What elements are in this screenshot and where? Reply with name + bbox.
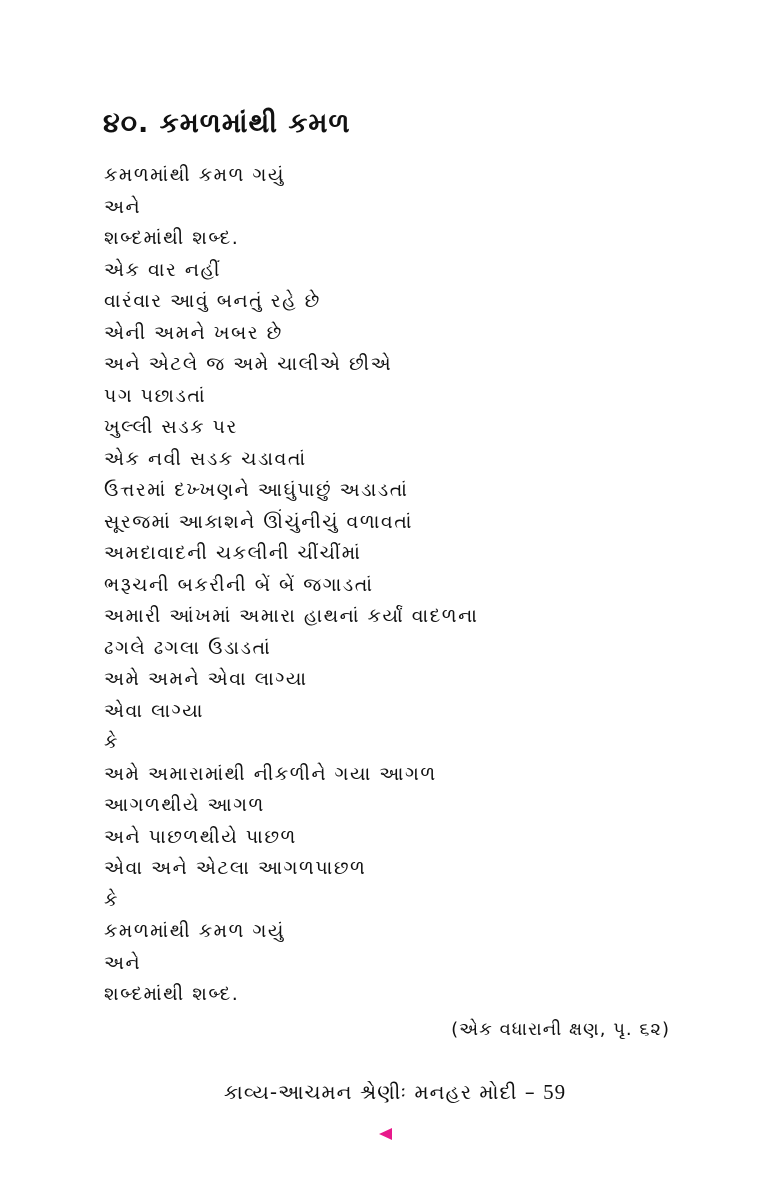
page-footer	[0, 1080, 776, 1105]
poem-line: એવા અને એટલા આગળપાછળ	[104, 857, 367, 879]
poem-line: અમે અમને એવા લાગ્યા	[104, 668, 308, 690]
poem-line: અમારી આંખમાં અમારા હાથનાં કર્યાં વાદળના	[104, 605, 479, 627]
poem-line: એક વાર નહીં	[104, 258, 221, 281]
poem-line: કમળમાંથી કમળ ગયું	[104, 164, 285, 186]
poem-body	[104, 160, 724, 1011]
poem-line: કે	[104, 731, 119, 753]
poem-line: એક નવી સડક ચડાવતાં	[104, 447, 307, 470]
poem-line: એવા લાગ્યા	[104, 699, 204, 722]
poem-line: અમે અમારામાંથી નીકળીને ગયા આગળ	[104, 762, 437, 785]
poem-line: અમદાવાદની ચકલીની ચીંચીંમાં	[104, 542, 362, 564]
poem-line: શબ્દમાંથી શબ્દ.	[104, 983, 240, 1005]
poem-line: અને	[104, 951, 142, 974]
poem-line: અને એટલે જ અમે ચાલીએ છીએ	[104, 353, 393, 375]
poem-title: ૪૦. કમળમાંથી કમળ	[103, 108, 351, 139]
page-number: 59	[543, 1080, 567, 1104]
poem-line: અને	[104, 195, 142, 218]
poem-line: ઉત્તરમાં દખ્ખણને આઘુંપાછું અડાડતાં	[104, 479, 409, 501]
poem-line: ભરૂચની બકરીની બેં બેં જગાડતાં	[104, 573, 374, 596]
series-title: કાવ્ય-આચમન શ્રેણીઃ મનહર મોદી –	[223, 1080, 536, 1104]
poem-line: પગ પછાડતાં	[104, 384, 207, 407]
previous-page-arrow-icon[interactable]	[379, 1128, 392, 1140]
poem-line: આગળથીયે આગળ	[104, 794, 265, 816]
poem-line: સૂરજમાં આકાશને ઊંચુંનીચું વળાવતાં	[104, 510, 413, 533]
poem-line: અને પાછળથીયે પાછળ	[104, 825, 297, 848]
footer-text	[224, 1080, 566, 1105]
poem-line: વારંવાર આવું બનતું રહે છે	[104, 290, 321, 312]
poem-line: શબ્દમાંથી શબ્દ.	[104, 227, 240, 249]
poem-line: ઢગલે ઢગલા ઉડાડતાં	[104, 636, 272, 659]
poem-line: ખુલ્લી સડક પર	[104, 416, 238, 438]
poem-citation: (એક વધારાની ક્ષણ, પૃ. ૬૨)	[451, 1019, 670, 1040]
poem-line: કે	[104, 888, 119, 911]
poem-line: એની અમને ખબર છે	[104, 321, 283, 344]
poem-line: કમળમાંથી કમળ ગયું	[104, 920, 285, 942]
